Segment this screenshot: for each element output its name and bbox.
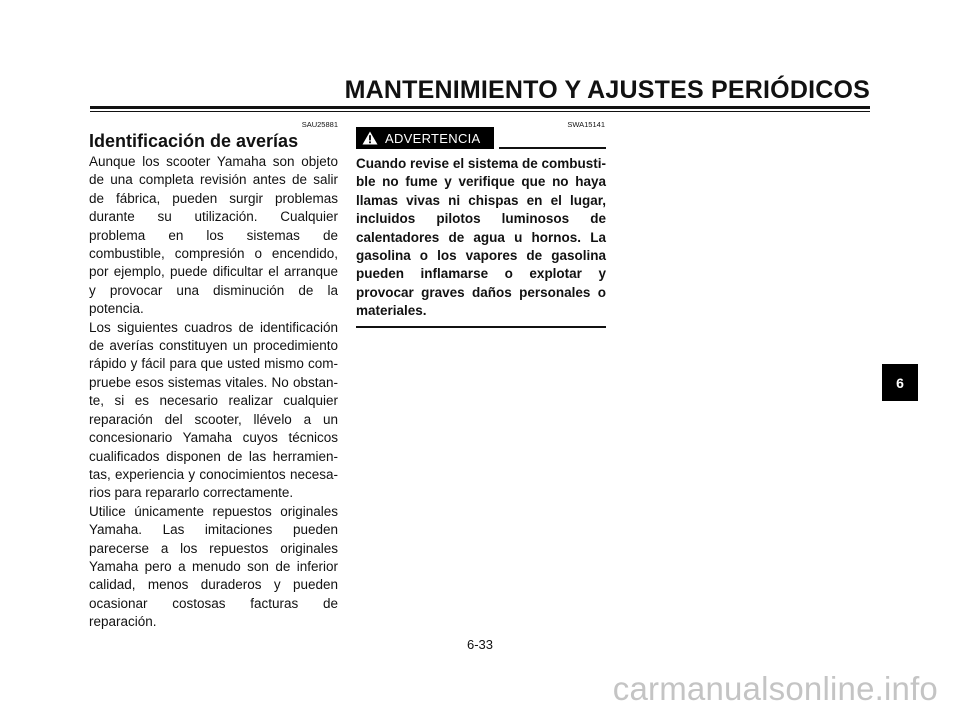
paragraph: Aunque los scooter Yamaha son objeto de una completa revisión antes de salir de fábrica, pueden surgir problemas durante su utilización. Cualquier problema en los sistemas de combustible, compresión o encendido, por ejemplo, puede dificultar el arranque y provocar una disminución de la potencia. (89, 154, 338, 317)
warning-bottom-rule (356, 326, 606, 328)
paragraph: Utilice únicamente repuestos originales Yamaha. Las imitaciones pueden parecerse a los repuestos originales Yamaha pero a menudo son de inferior calidad, menos duraderos y pueden ocasionar costosas facturas de reparación. (89, 503, 338, 630)
left-column (89, 130, 338, 632)
warning-text: Cuando revise el sistema de combustible no fume y verifique que no haya llamas vivas ni chispas en el lugar, incluidos pilotos luminosos de calentadores de agua u hornos. La gasolina o los vapores de gasolina pueden inflamarse o explotar y provocar graves daños personales o materiales. (356, 156, 606, 319)
warning-rule (499, 147, 606, 149)
paragraph: Los siguientes cuadros de identificación de averías constituyen un procedimiento rápido y fácil para que usted mismo compruebe esos sistemas vitales. No obstante, si es necesario realizar cualquier reparación del scooter, llévelo a un concesionario Yamaha cuyos técnicos cualificados disponen de las herramientas, experiencia y conocimientos necesarios para repararlo correctamente. (89, 319, 338, 501)
warning-code: SWA15141 (567, 120, 605, 129)
watermark: carmanualsonline.info (612, 670, 938, 707)
warning-header (356, 127, 606, 151)
section-title: Identificación de averías (89, 131, 299, 151)
warning-label: ADVERTENCIA (385, 130, 481, 146)
warning-box (356, 127, 606, 328)
warning-triangle-icon (359, 127, 381, 149)
header-rule-thin (90, 111, 870, 112)
page-header-title: MANTENIMIENTO Y AJUSTES PERIÓDICOS (344, 76, 870, 104)
section-code: SAU25881 (301, 120, 338, 129)
header-rule (90, 106, 870, 109)
page-number: 6-33 (466, 637, 494, 652)
chapter-tab: 6 (882, 364, 918, 401)
warning-badge (356, 127, 494, 149)
